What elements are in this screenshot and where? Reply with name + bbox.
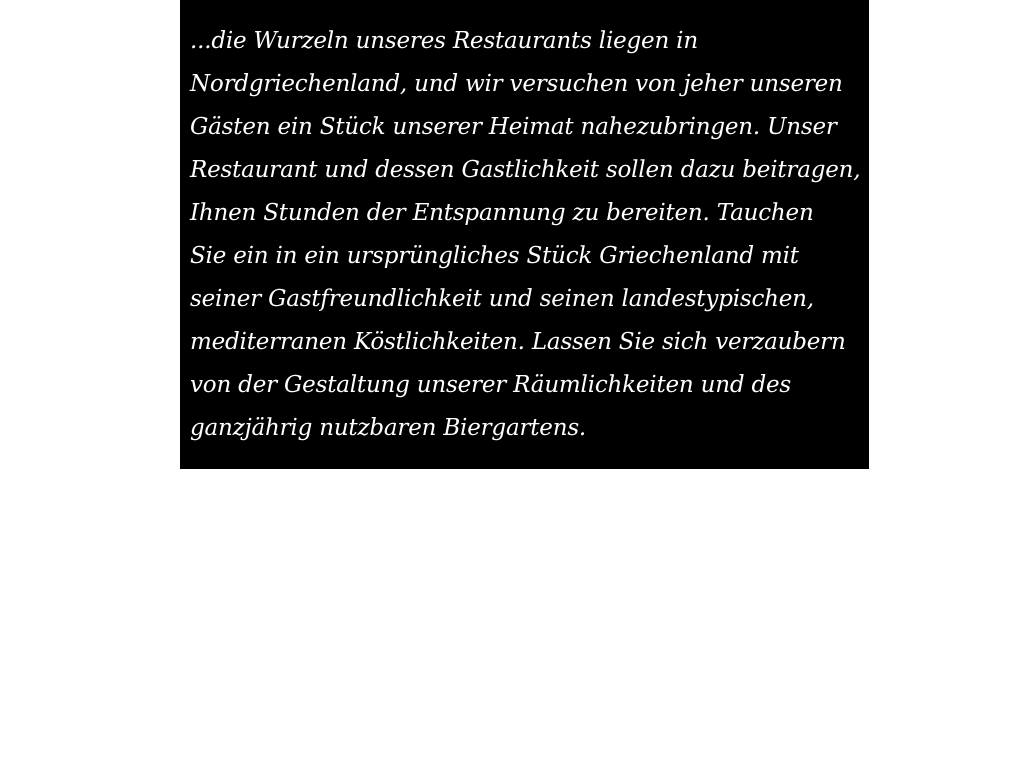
intro-text-line: Nordgriechenland, und wir versuchen von jeher unseren <box>190 71 843 97</box>
intro-text-line: ganzjährig nutzbaren Biergartens. <box>190 415 587 441</box>
intro-text-line: Gästen ein Stück unserer Heimat nahezubringen. Unser <box>190 114 837 140</box>
intro-text-line: seiner Gastfreundlichkeit und seinen landestypischen, <box>190 286 814 312</box>
intro-text-line: von der Gestaltung unserer Räumlichkeiten und des <box>190 372 792 398</box>
intro-text-line: Ihnen Stunden der Entspannung zu bereiten. Tauchen <box>190 200 814 226</box>
intro-text-line: mediterranen Köstlichkeiten. Lassen Sie sich verzaubern <box>190 329 846 355</box>
intro-text-panel <box>180 0 869 469</box>
intro-text-line: Restaurant und dessen Gastlichkeit sollen dazu beitragen, <box>190 157 861 183</box>
intro-text-line: Sie ein in ein ursprüngliches Stück Griechenland mit <box>190 243 799 269</box>
intro-text-line: ...die Wurzeln unseres Restaurants liegen in <box>190 28 698 54</box>
